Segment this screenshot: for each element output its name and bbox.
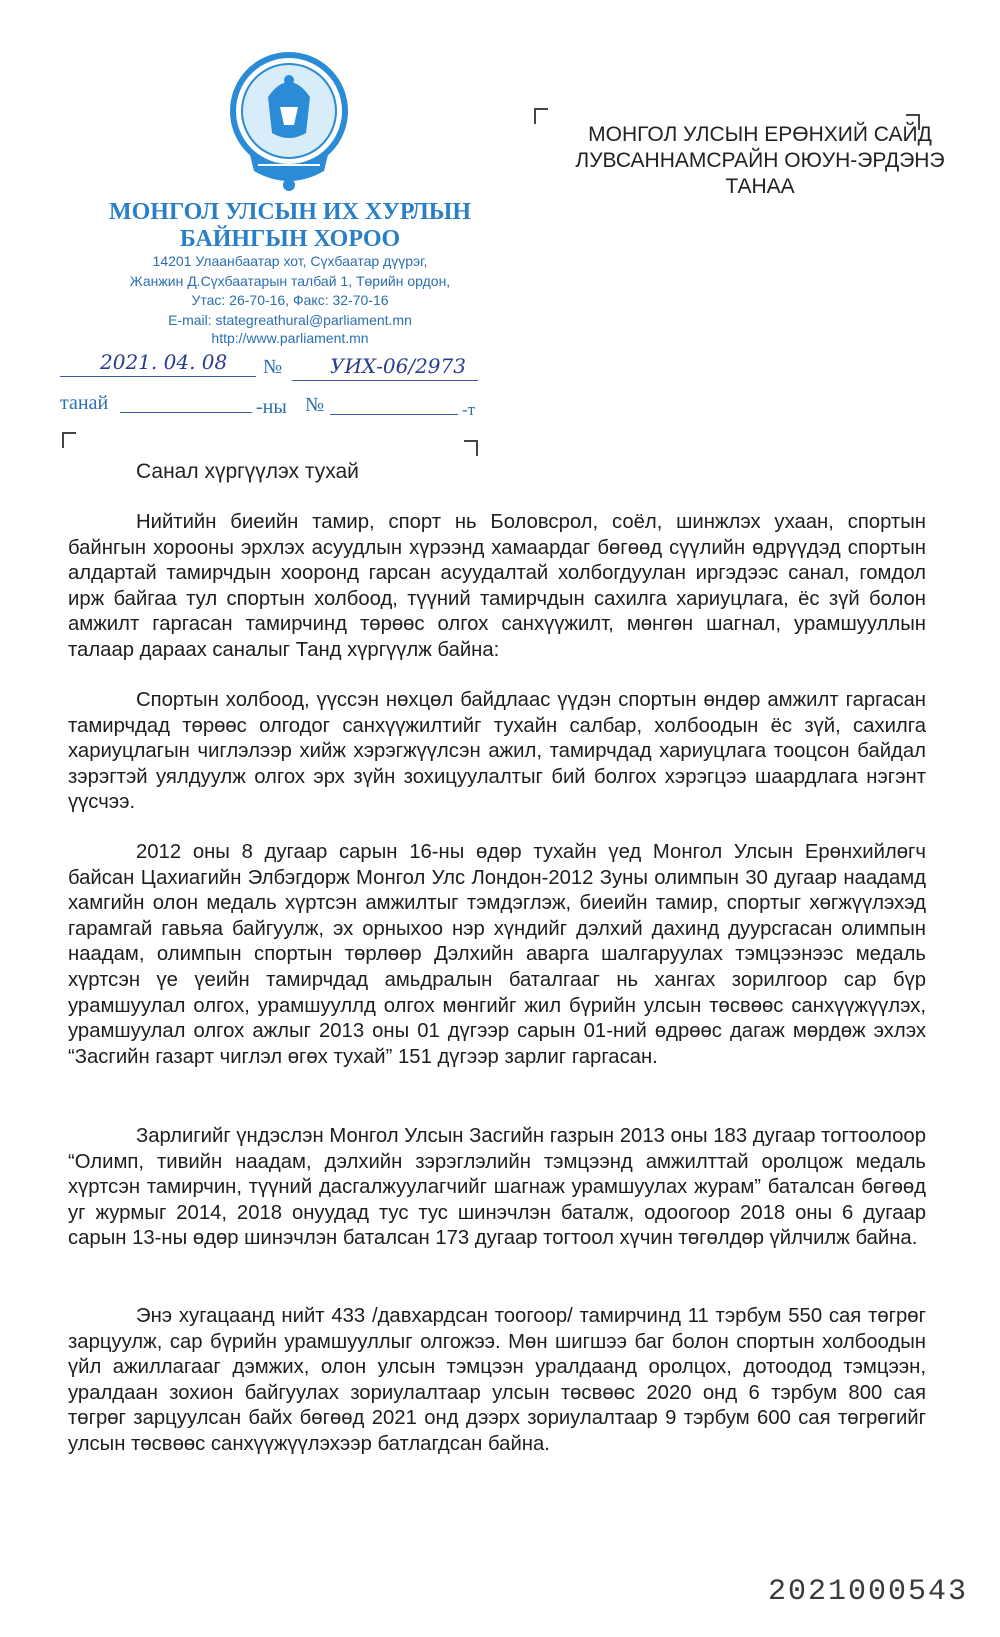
corner-mark [62,432,76,448]
body-paragraph: Энэ хугацаанд нийт 433 /давхардсан тоогоор/ тамирчинд 11 тэрбум 550 сая төгрөг зарцуулж, сар бүрийн урамшууллыг олгожээ. Мөн шигшээ баг болон спортын холбоодын үйл ажиллагааг дэмжих, олон улсын тэмцээн уралдаанд оролцох, дотоодод тэмцээн, уралдаан зохион байгуулах зориулалтаар улсын төсвөөс 2020 онд 6 тэрбум 800 сая төгрөг зарцуулсан байх бөгөөд 2021 онд дээрх зориулалтаар 9 тэрбум 600 сая төгрөгийг улсын төсвөөс санхүүжүүлэхээр батлагдсан байна. [68,1305,926,1455]
body-paragraph: Спортын холбоод, үүссэн нөхцөл байдлаас үүдэн спортын өндөр амжилт гаргасан тамирчдад төрөөс олгодог санхүүжилтийг тухайн салбар, холбоодын ёс зүй, сахилга хариуцлагын чиглэлээр хийж хэрэгжүүлсэн ажил, тамирчдад хариуцлага тооцсон байдал зэрэгтэй уялдуулж олгох эрх зүйн зохицуулалтыг бий болгох хэрэгцээ шаардлага нэгэнт үүсчээ. [68,689,926,814]
recipient-title: МОНГОЛ УЛСЫН ЕРӨНХИЙ САЙД [588,123,932,146]
letter-number: УИХ-06/2973 [330,354,466,378]
org-name-line2: БАЙНГЫН ХОРОО [179,226,401,252]
tanai-label: танай [60,392,109,414]
org-name-line1: МОНГОЛ УЛСЫН ИХ ХУРЛЫН [108,199,472,225]
state-emblem-logo [228,45,350,203]
t-label: -т [462,400,476,419]
recipient-suffix: ТАНАА [725,175,795,198]
number-underline [292,380,478,381]
tanai-underline [120,412,252,413]
letter-subject: Санал хүргүүлэх тухай [136,460,359,483]
body-paragraph: 2012 оны 8 дугаар сарын 16-ны өдөр тухайн үед Монгол Улсын Ерөнхийлөгч байсан Цахиагийн Элбэгдорж Монгол Улс Лондон-2012 Зуны олимпын 30 дугаар наадамд хамгийн олон медаль хүртсэн амжилтыг тэмдэглэж, биеийн тамир, спортыг хөгжүүлэхэд гарамгай гавьяа байгуулж, эх орныхоо нэр хүндийг дэлхий дахинд дуурсгасан олимпын наадам, олимпын спортын төрлөөр Дэлхийн аварга шалгаруулах тэмцээнээс медаль хүртсэн үе үеийн тамирчдад амьдралын баталгааг нь хангах зорилгоор сар бүр урамшуулал олгох, урамшууллд олгох мөнгийг жил бүрийн улсын төсвөөс санхүүжүүлэх, урамшуулал олгох ажлыг 2013 оны 01 дүгээр сарын 01-ний өдрөөс дагаж мөрдөж эхлэх “Засгийн газарт чиглэл өгөх тухай” 151 дүгээр зарлиг гаргасан. [68,841,926,1068]
body-paragraph: Нийтийн биеийн тамир, спорт нь Боловсрол, соёл, шинжлэх ухаан, спортын байнгын хорооны эрхлэх асуудлын хүрээнд хамаардаг бөгөөд сүүлийн өдрүүдэд спортын алдартай тамирчдын хооронд гарсан асуудалтай холбогдуулан иргэдээс санал, гомдол ирж байгаа тул спортын холбоод, түүний тамирчдын сахилга хариуцлага, ёс зүй болон амжилт гаргасан тамирчинд төрөөс олгох санхүүжилт, мөнгөн шагнал, урамшууллын талаар дараах саналыг Танд хүргүүлж байна: [68,511,926,661]
recipient-name: ЛУВСАННАМСРАЙН ОЮУН-ЭРДЭНЭ [575,149,945,172]
reply-number-underline [330,414,458,415]
corner-mark [464,440,478,456]
letter-date: 2021. 04. 08 [100,350,228,374]
number-label-2: № [305,394,325,416]
nyi-label: -ны [256,396,287,418]
address-line: 14201 Улаанбаатар хот, Сүхбаатар дүүрэг, [152,253,428,269]
email-line: E-mail: stategreathural@parliament.mn [168,312,412,328]
website-line: http://www.parliament.mn [211,330,369,346]
body-paragraph: Зарлигийг үндэслэн Монгол Улсын Засгийн газрын 2013 оны 183 дугаар тогтоолоор “Олимп, тивийн наадам, дэлхийн зэрэглэлийн тэмцээнд амжилттай оролцож медаль хүртсэн тамирчин, түүний дасгалжуулагчийг шагнаж урамшуулах журам” баталсан бөгөөд уг журмыг 2014, 2018 онуудад тус тус шинэчлэн баталж, одоогоор 2018 оны 6 дугаар сарын 13-ны өдөр шинэчлэн баталсан 173 дугаар тогтоол хүчин төгөлдөр үйлчилж байна. [68,1125,926,1250]
registration-number: 2021000543 [768,1575,969,1609]
address-line: Жанжин Д.Сүхбаатарын талбай 1, Төрийн ордон, [129,273,451,289]
phone-fax-line: Утас: 26-70-16, Факс: 32-70-16 [191,292,389,308]
corner-mark [534,108,548,124]
number-label: № [263,356,283,378]
date-underline [60,376,256,377]
